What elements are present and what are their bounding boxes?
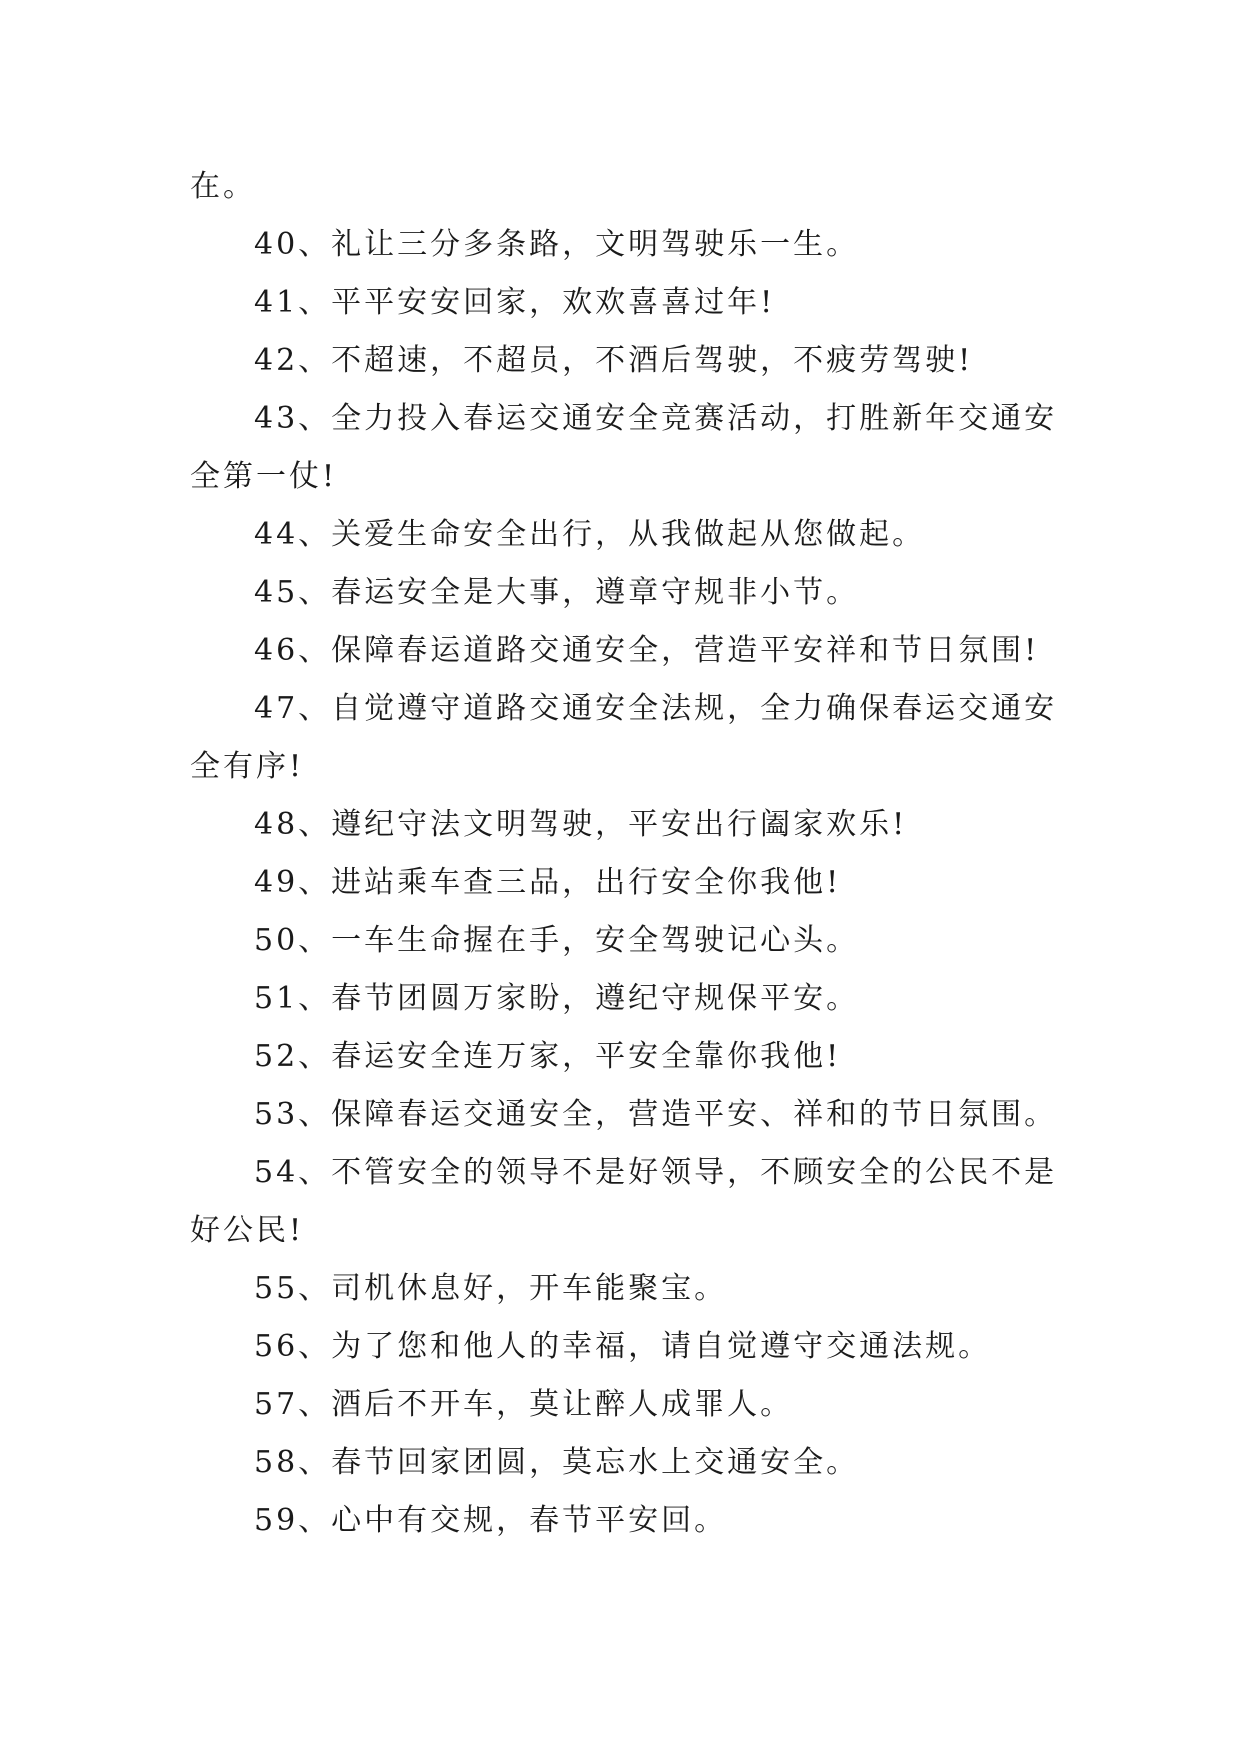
slogan-58: 58、春节回家团圆，莫忘水上交通安全。 <box>254 1445 860 1480</box>
slogan-53: 53、保障春运交通安全，营造平安、祥和的节日氛围。 <box>254 1097 1058 1132</box>
slogan-46: 46、保障春运道路交通安全，营造平安祥和节日氛围! <box>254 633 1040 668</box>
slogan-48: 48、遵纪守法文明驾驶，平安出行阖家欢乐! <box>254 807 908 842</box>
slogan-50: 50、一车生命握在手，安全驾驶记心头。 <box>254 923 860 958</box>
slogan-44: 44、关爱生命安全出行，从我做起从您做起。 <box>254 517 926 552</box>
slogan-40: 40、礼让三分多条路，文明驾驶乐一生。 <box>254 227 860 262</box>
slogan-45: 45、春运安全是大事，遵章守规非小节。 <box>254 575 860 610</box>
slogan-42: 42、不超速，不超员，不酒后驾驶，不疲劳驾驶! <box>254 343 974 378</box>
slogan-59: 59、心中有交规，春节平安回。 <box>254 1503 728 1538</box>
slogan-41: 41、平平安安回家，欢欢喜喜过年! <box>254 285 776 320</box>
slogan-57: 57、酒后不开车，莫让醉人成罪人。 <box>254 1387 794 1422</box>
slogan-54: 54、不管安全的领导不是好领导，不顾安全的公民不是好公民! <box>190 1155 1058 1248</box>
paragraph-continuation: 在。 <box>190 169 256 204</box>
slogan-52: 52、春运安全连万家，平安全靠你我他! <box>254 1039 842 1074</box>
document-body <box>190 158 1070 1550</box>
slogan-49: 49、进站乘车查三品，出行安全你我他! <box>254 865 842 900</box>
slogan-51: 51、春节团圆万家盼，遵纪守规保平安。 <box>254 981 860 1016</box>
slogan-43: 43、全力投入春运交通安全竞赛活动，打胜新年交通安全第一仗! <box>190 401 1058 494</box>
slogan-56: 56、为了您和他人的幸福，请自觉遵守交通法规。 <box>254 1329 992 1364</box>
slogan-55: 55、司机休息好，开车能聚宝。 <box>254 1271 728 1306</box>
slogan-47: 47、自觉遵守道路交通安全法规，全力确保春运交通安全有序! <box>190 691 1058 784</box>
